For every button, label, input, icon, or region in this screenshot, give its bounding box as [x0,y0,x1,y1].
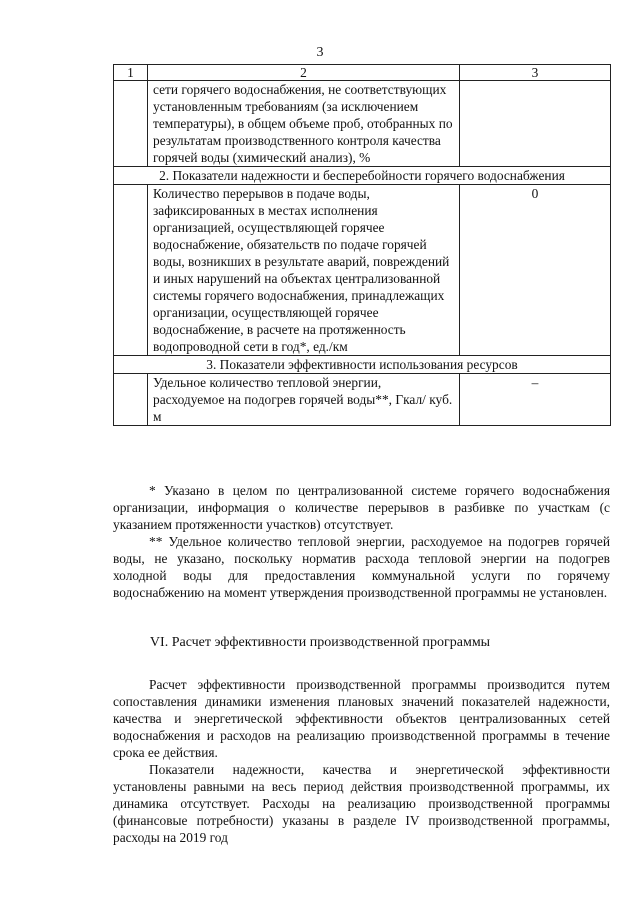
section-heading: VI. Расчет эффективности производственной программы [149,635,491,650]
indicator-text-cell: сети горячего водоснабжения, не соответствующих установленным требованиям (за исключением температуры), в общем объеме проб, отобранных по результатам производственного контроля качества горячей воды (химический анализ), % [148,81,460,167]
table-header-cell: 2 [148,65,460,81]
page-number: 3 [316,45,324,60]
indicator-value-cell: 0 [460,185,611,356]
table-row [114,374,611,426]
table-row [114,81,611,167]
table-row [114,185,611,356]
section-row [114,356,611,374]
table-header-cell: 1 [114,65,148,81]
indicators-table [113,64,611,426]
footnote: ** Удельное количество тепловой энергии, расходуемое на подогрев горячей воды, не указано, поскольку норматив расхода тепловой энергии на подогрев холодной воды для предоставления коммунальной услуги по горячему водоснабжению на момент утверждения производственной программы не установлен. [113,534,610,600]
row-number-cell [114,374,148,426]
indicator-value-cell: – [460,374,611,426]
section-title: 3. Показатели эффективности использования ресурсов [114,356,611,374]
paragraph: Расчет эффективности производственной программы производится путем сопоставления динамики изменения плановых значений показателей надежности, качества и энергетической эффективности объектов централизованных сетей водоснабжения и расходов на реализацию производственной программы в течение срока ее действия. [113,677,610,760]
paragraph: Показатели надежности, качества и энергетической эффективности установлены равными на весь период действия производственной программы, их динамика отсутствует. Расходы на реализацию производственной программы (финансовые потребности) указаны в разделе IV производственной программы, расходы на 2019 год [113,762,610,845]
indicator-text-cell: Удельное количество тепловой энергии, расходуемое на подогрев горячей воды**, Гкал/ куб. м [148,374,460,426]
footnote: * Указано в целом по централизованной системе горячего водоснабжения организации, информация о количестве перерывов в разбивке по участкам (с указанием протяженности участков) отсутствует. [113,483,610,532]
section-title: 2. Показатели надежности и бесперебойности горячего водоснабжения [114,167,611,185]
table-header-row [114,65,611,81]
section-row [114,167,611,185]
indicator-text-cell: Количество перерывов в подаче воды, зафиксированных в местах исполнения организацией, осуществляющей горячее водоснабжение, обязательств по подаче горячей воды, возникших в результате аварий, повреждений и иных нарушений на объектах централизованной системы горячего водоснабжения, принадлежащих организации, осуществляющей горячее водоснабжение, в расчете на протяженность водопроводной сети в год*, ед./км [148,185,460,356]
row-number-cell [114,185,148,356]
footnotes [113,482,610,601]
row-number-cell [114,81,148,167]
table-header-cell: 3 [460,65,611,81]
indicator-value-cell [460,81,611,167]
body-text [113,676,610,846]
